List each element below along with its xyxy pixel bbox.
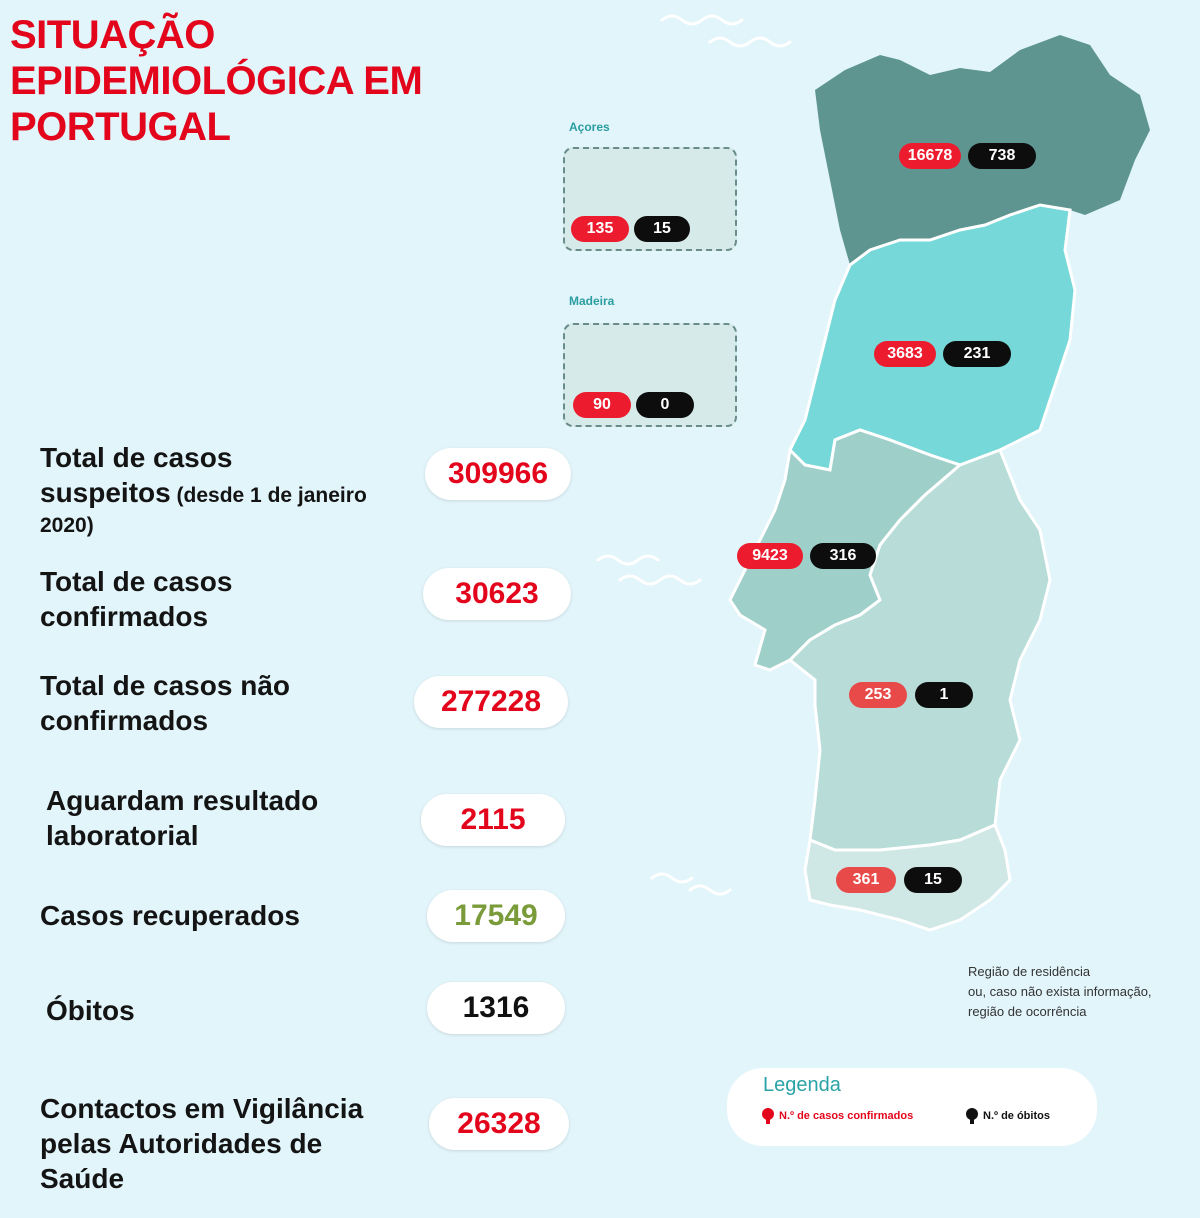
region-centro (790, 205, 1075, 470)
norte-cases-badge: 16678 (899, 143, 961, 169)
acores-deaths-badge: 15 (634, 216, 690, 242)
legend (727, 1068, 1097, 1146)
alentejo-cases-badge: 253 (849, 682, 907, 708)
stat-value-obitos: 1316 (427, 982, 565, 1034)
stat-label-recuperados: Casos recuperados (40, 900, 300, 931)
stat-value-nao-confirmados: 277228 (414, 676, 568, 728)
stat-label-obitos: Óbitos (46, 995, 135, 1026)
acores-cases-badge: 135 (571, 216, 629, 242)
acores-label: Açores (569, 120, 610, 134)
madeira-deaths-badge: 0 (636, 392, 694, 418)
stat-value-aguardam: 2115 (421, 794, 565, 846)
stat-label-suspeitos: Total de casos suspeitos (desde 1 de janeiro $^{2020)}$ (40, 442, 367, 537)
alentejo-deaths-badge: 1 (915, 682, 973, 708)
stat-label-aguardam: Aguardam resultado laboratorial (46, 785, 319, 851)
legend-item-cases: N.º de casos confirmados (761, 1108, 913, 1124)
centro-cases-badge: 3683 (874, 341, 936, 367)
lisboa-deaths-badge: 316 (810, 543, 876, 569)
stat-value-suspeitos: 309966 (425, 448, 571, 500)
red-pin-icon (761, 1108, 775, 1124)
norte-deaths-badge: 738 (968, 143, 1036, 169)
madeira-cases-badge: 90 (573, 392, 631, 418)
stat-label-contactos: Contactos em Vigilância pelas Autoridades de Saúde (40, 1093, 364, 1194)
legend-item-deaths: N.º de óbitos (965, 1108, 1050, 1124)
algarve-cases-badge: 361 (836, 867, 896, 893)
legend-title: Legenda (763, 1074, 841, 1096)
black-pin-icon (965, 1108, 979, 1124)
region-note: Região de residência ou, caso não exista informação, região de ocorrência (968, 964, 1152, 1019)
madeira-label: Madeira (569, 294, 615, 308)
stat-value-recuperados: 17549 (427, 890, 565, 942)
stat-label-nao-confirmados: Total de casos não confirmados (40, 670, 290, 736)
page-title: SITUAÇÃO EPIDEMIOLÓGICA EM PORTUGAL (10, 13, 423, 149)
stat-label-confirmados: Total de casos confirmados (40, 566, 233, 632)
stat-value-contactos: 26328 (429, 1098, 569, 1150)
centro-deaths-badge: 231 (943, 341, 1011, 367)
stat-value-confirmados: 30623 (423, 568, 571, 620)
lisboa-cases-badge: 9423 (737, 543, 803, 569)
algarve-deaths-badge: 15 (904, 867, 962, 893)
